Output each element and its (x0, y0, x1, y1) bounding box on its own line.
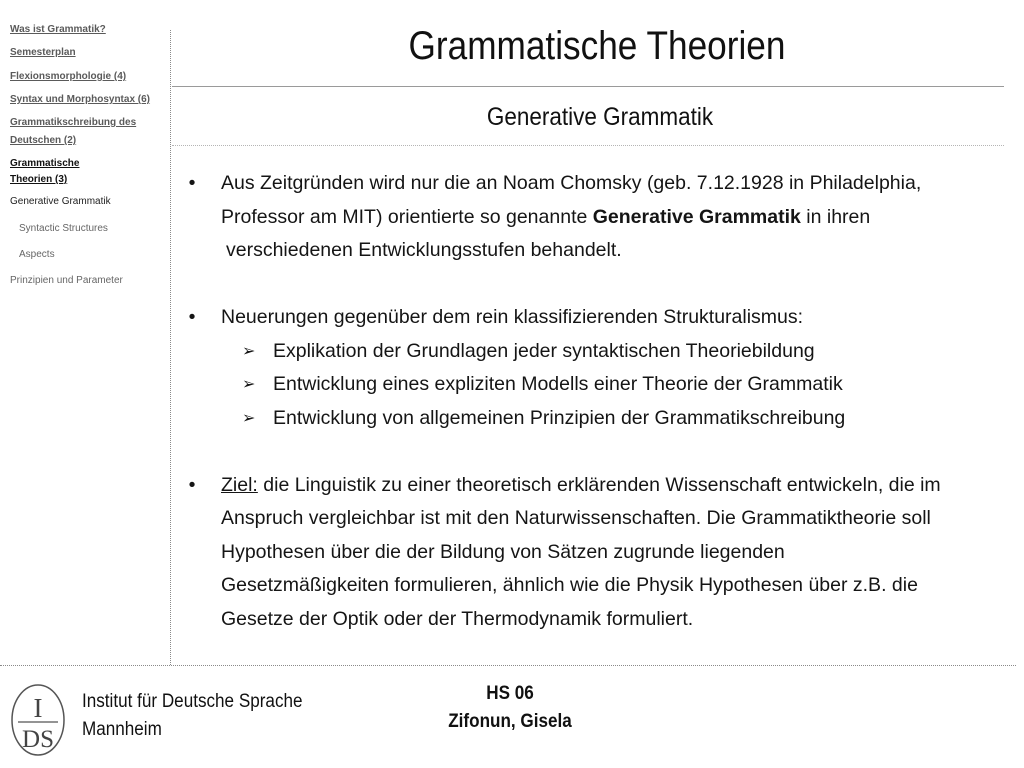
bullet-text: Professor am MIT) orientierte so genannte (221, 205, 593, 228)
ziel-label: Ziel: (221, 473, 258, 496)
arrow-bullet-icon: ➢ (242, 342, 256, 360)
bullet-dot: • (188, 306, 196, 328)
nav-sub-prinzipien-parameter[interactable]: Prinzipien und Parameter (10, 275, 123, 286)
arrow-bullet-icon: ➢ (242, 409, 256, 427)
sub-bullet-text: Explikation der Grundlagen jeder syntaktischen Theoriebildung (273, 339, 815, 362)
sub-bullet-explikation (186, 335, 1016, 369)
bullet-text: die Linguistik zu einer theoretisch erklärenden Wissenschaft entwickeln, die im (257, 473, 941, 496)
bullet-zeitgruende (186, 167, 1016, 268)
bullet-line: Neuerungen gegenüber dem rein klassifizierenden Strukturalismus: (221, 306, 804, 328)
nav-link-grammatische-theorien-cont[interactable]: Theorien (3) (10, 174, 68, 185)
page-title: Grammatische Theorien (408, 24, 786, 68)
nav-sub-aspects[interactable]: Aspects (19, 249, 55, 260)
nav-link-grammatische-theorien[interactable]: Grammatische (10, 158, 80, 169)
svg-text:I: I (33, 693, 43, 723)
title-divider (172, 86, 1004, 87)
bullet-line: Hypothesen über die der Bildung von Sätzen zugrunde liegenden (221, 540, 785, 563)
bullet-line: Gesetzmäßigkeiten formulieren, ähnlich wie die Physik Hypothesen über z.B. die (221, 574, 918, 596)
bullet-line (221, 201, 1016, 235)
paragraph-gap (186, 268, 1016, 302)
nav-link-was-ist-grammatik[interactable]: Was ist Grammatik? (10, 24, 106, 35)
nav-link-grammatikschreibung-cont[interactable]: Deutschen (2) (10, 135, 77, 146)
sidebar-divider (170, 30, 171, 665)
paragraph-gap (186, 435, 1016, 469)
bullet-line: Anspruch vergleichbar ist mit den Naturwissenschaften. Die Grammatiktheorie soll (221, 507, 931, 529)
sub-bullet-modell (186, 368, 1016, 402)
subtitle-divider (172, 145, 1004, 146)
course-meta (429, 680, 591, 736)
footer-divider (0, 665, 1016, 666)
bullet-line: Gesetze der Optik oder der Thermodynamik formuliert. (221, 607, 694, 630)
course-code: HS 06 (486, 683, 534, 704)
nav-sub-generative-grammatik[interactable]: Generative Grammatik (10, 196, 111, 207)
ids-logo (10, 683, 66, 757)
section-subtitle: Generative Grammatik (486, 103, 714, 131)
institution-name (82, 688, 303, 744)
sub-bullet-prinzipien (186, 402, 1016, 436)
sub-bullet-text: Entwicklung von allgemeinen Prinzipien der Grammatikschreibung (273, 406, 846, 429)
svg-text:DS: DS (22, 726, 54, 753)
slide-content (186, 167, 1016, 636)
arrow-bullet-icon: ➢ (242, 376, 256, 393)
institution-line: Institut für Deutsche Sprache (82, 691, 303, 712)
bullet-line: verschiedenen Entwicklungsstufen behandelt. (226, 239, 622, 261)
bullet-ziel (186, 469, 1016, 637)
bullet-dot: • (188, 172, 196, 194)
nav-link-semesterplan[interactable]: Semesterplan (10, 47, 76, 58)
bullet-text: in ihren (800, 205, 871, 228)
bullet-neuerungen (186, 301, 1016, 335)
sub-bullet-text: Entwicklung eines expliziten Modells einer Theorie der Grammatik (273, 373, 843, 395)
lecturer-name: Zifonun, Gisela (448, 711, 572, 732)
bullet-dot: • (188, 473, 196, 496)
nav-link-syntax-morphosyntax[interactable]: Syntax und Morphosyntax (6) (10, 94, 151, 105)
nav-link-grammatikschreibung[interactable]: Grammatikschreibung des (10, 117, 137, 128)
institution-city: Mannheim (82, 719, 162, 740)
nav-sub-syntactic-structures[interactable]: Syntactic Structures (19, 223, 108, 234)
bullet-line: Aus Zeitgründen wird nur die an Noam Chomsky (geb. 7.12.1928 in Philadelphia, (221, 172, 922, 194)
nav-link-flexionsmorphologie[interactable]: Flexionsmorphologie (4) (10, 71, 127, 82)
bullet-bold-text: Generative Grammatik (592, 205, 801, 228)
sidebar-nav (0, 0, 170, 665)
bullet-line (221, 469, 1016, 503)
